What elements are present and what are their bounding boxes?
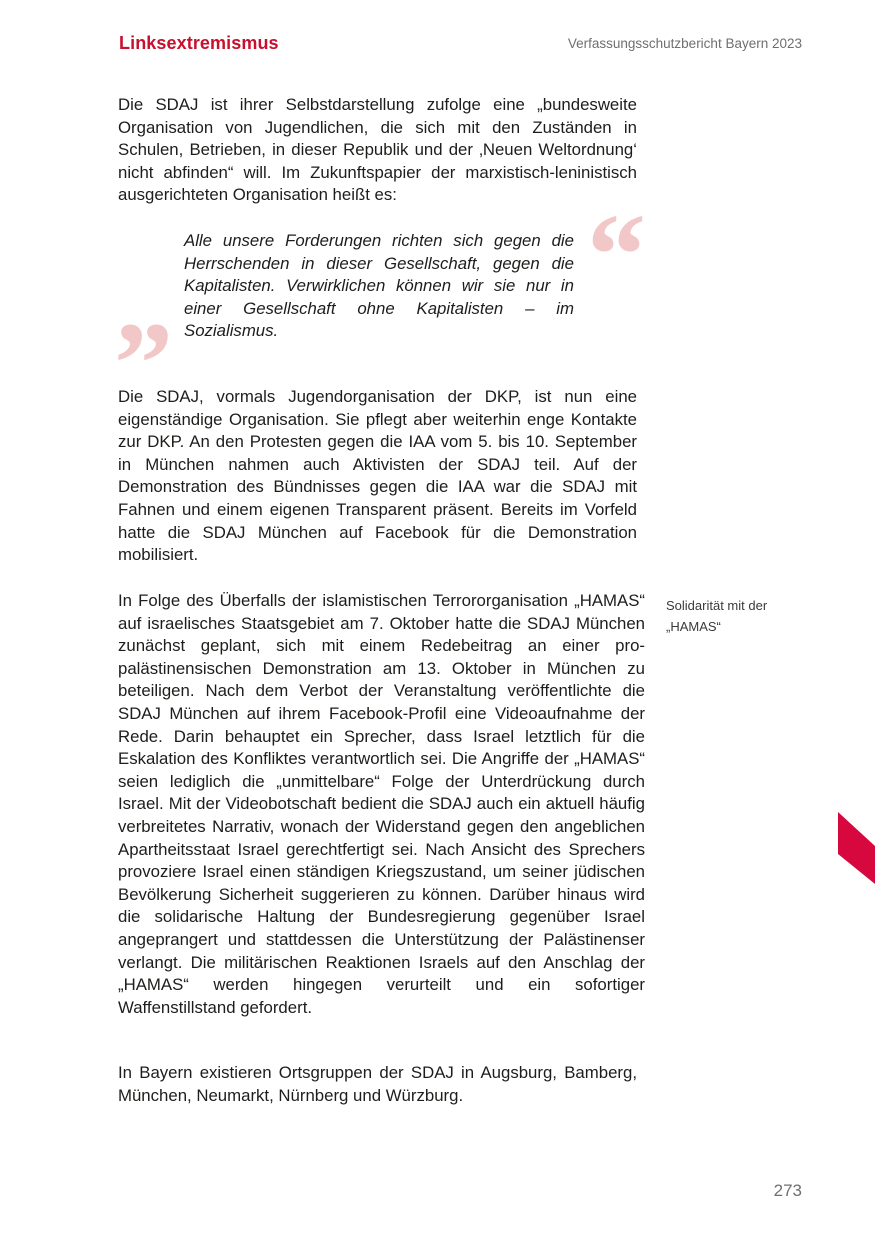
intro-paragraph: Die SDAJ ist ihrer Selbstdarstellung zufolge eine „bundesweite Organisation von Jugendlichen, die sich mit den Zuständen in Schulen, Betrieben, in dieser Republik und der ‚Neuen Weltordnung‘ nicht abfinden“ will. Im Zukunftspapier der marxistisch-leninistisch ausgerichteten Organisation heißt es: [118, 95, 637, 205]
bavaria-paragraph: In Bayern existieren Ortsgruppen der SDAJ in Augsburg, Bamberg, München, Neumarkt, Nürnberg und Würzburg. [118, 1063, 637, 1105]
hamas-paragraph: In Folge des Überfalls der islamistischen Terrororganisation „HAMAS“ auf israelisches Staatsgebiet am 7. Oktober hatte die SDAJ München zunächst geplant, sich mit einem Redebeitrag an einer pro-palästinensischen Demonstration am 13. Oktober in München zu beteiligen. Nach dem Verbot der Veranstaltung veröffentlichte die SDAJ München auf ihrem Facebook-Profil eine Videoaufnahme der Rede. Darin behauptet ein Sprecher, dass Israel letztlich für die Eskalation des Konfliktes verantwortlich sei. Die Angriffe der „HAMAS“ seien lediglich die „unmittelbare“ Folge der Unterdrückung durch Israel. Mit der Videobotschaft bedient die SDAJ auch ein aktuell häufig verbreitetes Narrativ, wonach der Widerstand gegen den angeblichen Apartheitsstaat Israel gerechtfertigt sei. Nach Ansicht des Sprechers provoziere Israel einen ständigen Kriegszustand, um seiner jüdischen Bevölkerung Sicherheit suggerieren zu können. Darüber hinaus wird die solidarische Haltung der Bundesregierung gegenüber Israel angeprangert und stattdessen die Unterstützung der Palästinenser verlangt. Die militärischen Reaktionen Israels auf den Anschlag der „HAMAS“ werden hingegen verurteilt und ein sofortiger Waffenstillstand gefordert. [118, 591, 645, 1017]
publication-title: Verfassungsschutzbericht Bayern 2023 [567, 36, 802, 51]
block-quote: Alle unsere Forderungen richten sich gegen die Herrschenden in dieser Gesellschaft, gegen die Kapitalisten. Verwirklichen können wir sie nur in einer Gesellschaft ohne Kapitalisten – im Sozialismus. [184, 231, 574, 341]
margin-note: Solidarität mit der „HAMAS“ [666, 598, 768, 634]
quote-close-mark-icon: ” [114, 298, 173, 429]
intro-paragraph-block [118, 94, 637, 207]
page-number: 273 [773, 1181, 802, 1200]
bavaria-paragraph-block [118, 1062, 637, 1107]
quote-open-mark-icon: “ [587, 189, 646, 320]
dkp-paragraph-block [118, 386, 637, 567]
chapter-tab-marker-icon [838, 812, 875, 884]
hamas-paragraph-block [118, 590, 645, 1019]
section-title: Linksextremismus [119, 33, 279, 53]
dkp-paragraph: Die SDAJ, vormals Jugendorganisation der DKP, ist nun eine eigenständige Organisation. Sie pflegt aber weiterhin enge Kontakte zur DKP. An den Protesten gegen die IAA vom 5. bis 10. September in München nahmen auch Aktivisten der SDAJ teil. Auf der Demonstration des Bündnisses gegen die IAA war die SDAJ mit Fahnen und einem eigenen Transparent präsent. Bereits im Vorfeld hatte die SDAJ München auf Facebook für die Demonstration mobilisiert. [118, 387, 637, 565]
